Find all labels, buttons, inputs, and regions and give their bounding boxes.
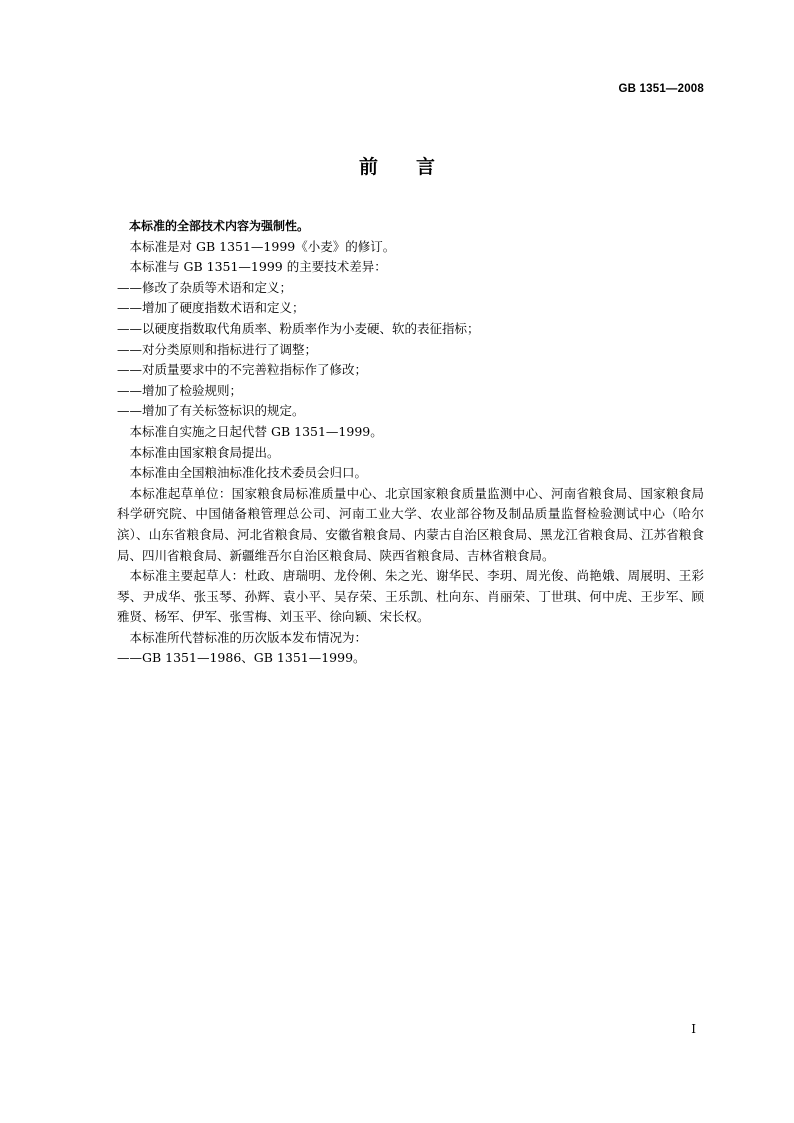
list-item: ——修改了杂质等术语和定义； <box>117 279 293 295</box>
paragraph: 本标准由全国粮油标准化技术委员会归口。 <box>129 465 368 481</box>
list-item: ——以硬度指数取代角质率、粉质率作为小麦硬、软的表征指标； <box>117 320 480 336</box>
paragraph: 本标准的全部技术内容为强制性。 <box>129 219 310 233</box>
paragraph: 本标准由国家粮食局提出。 <box>129 444 280 460</box>
list-item: ——增加了检验规则； <box>117 382 243 398</box>
standard-code: GB 1351—2008 <box>618 83 704 95</box>
paragraph: 本标准自实施之日起代替 GB 1351—1999。 <box>129 423 383 439</box>
paragraph: 本标准主要起草人：杜政、唐瑞明、龙伶俐、朱之光、谢华民、李玥、周光俊、尚艳娥、周展明、王彩琴、尹成华、张玉琴、孙辉、袁小平、吴存荣、王乐凯、杜向东、肖丽荣、丁世琪、何中虎、王步军、顾雅贤、杨军、伊军、张雪梅、刘玉平、徐向颖、宋长权。 <box>117 568 704 625</box>
page-title: 前 言 <box>358 156 435 178</box>
list-item: ——GB 1351—1986、GB 1351—1999。 <box>117 650 366 666</box>
list-item: ——增加了有关标签标识的规定。 <box>117 403 305 419</box>
list-item: ——增加了硬度指数术语和定义； <box>117 300 305 316</box>
page-number: I <box>691 1022 696 1036</box>
list-item: ——对分类原则和指标进行了调整； <box>117 341 318 357</box>
document-body <box>117 216 704 669</box>
paragraph: 本标准是对 GB 1351—1999《小麦》的修订。 <box>129 238 396 254</box>
paragraph: 本标准起草单位：国家粮食局标准质量中心、北京国家粮食质量监测中心、河南省粮食局、国家粮食局科学研究院、中国储备粮管理总公司、河南工业大学、农业部谷物及制品质量监督检验测试中心（哈尔滨）、山东省粮食局、河北省粮食局、安徽省粮食局、内蒙古自治区粮食局、黑龙江省粮食局、江苏省粮食局、四川省粮食局、新疆维吾尔自治区粮食局、陕西省粮食局、吉林省粮食局。 <box>117 485 704 563</box>
list-item: ——对质量要求中的不完善粒指标作了修改； <box>117 362 368 378</box>
paragraph: 本标准所代替标准的历次版本发布情况为： <box>129 629 368 645</box>
paragraph: 本标准与 GB 1351—1999 的主要技术差异： <box>129 259 387 275</box>
